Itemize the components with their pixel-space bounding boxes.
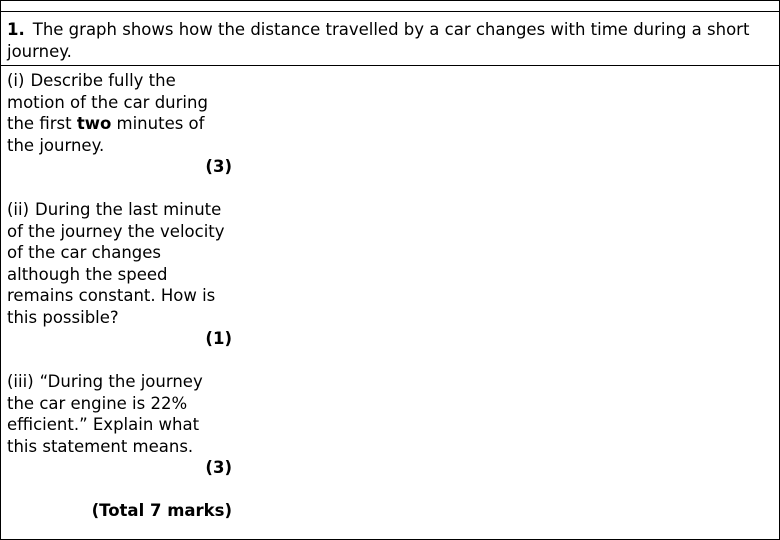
part-i-label: (i) — [7, 71, 25, 90]
part-iii-text: “During the journey the car engine is 22% efficient.” Explain what this statement means. — [7, 372, 203, 456]
spacer — [7, 178, 232, 200]
part-i-text-after: minutes of the journey. — [7, 114, 205, 155]
part-ii-label: (ii) — [7, 200, 30, 219]
spacer — [7, 479, 232, 501]
part-i-marks: (3) — [205, 157, 232, 176]
part-i-text-before: Describe fully the motion of the car during the first — [7, 71, 208, 133]
spacer — [7, 350, 232, 372]
question-number: 1. — [7, 20, 25, 39]
top-divider — [0, 11, 780, 12]
part-ii-marks: (1) — [205, 329, 232, 348]
part-ii — [7, 199, 232, 328]
part-iii-label: (iii) — [7, 372, 34, 391]
part-i-emphasis: two — [76, 114, 112, 133]
part-iii — [7, 371, 232, 457]
part-i — [7, 70, 232, 156]
intro-divider — [0, 65, 780, 66]
question-intro-text: The graph shows how the distance travelled by a car changes with time during a short journey. — [7, 20, 750, 61]
question-intro — [7, 19, 772, 62]
part-ii-text: During the last minute of the journey the velocity of the car changes although the speed remains constant. How is this possible? — [7, 200, 225, 327]
part-iii-marks: (3) — [205, 458, 232, 477]
question-parts — [7, 70, 232, 522]
total-marks: (Total 7 marks) — [91, 501, 232, 520]
